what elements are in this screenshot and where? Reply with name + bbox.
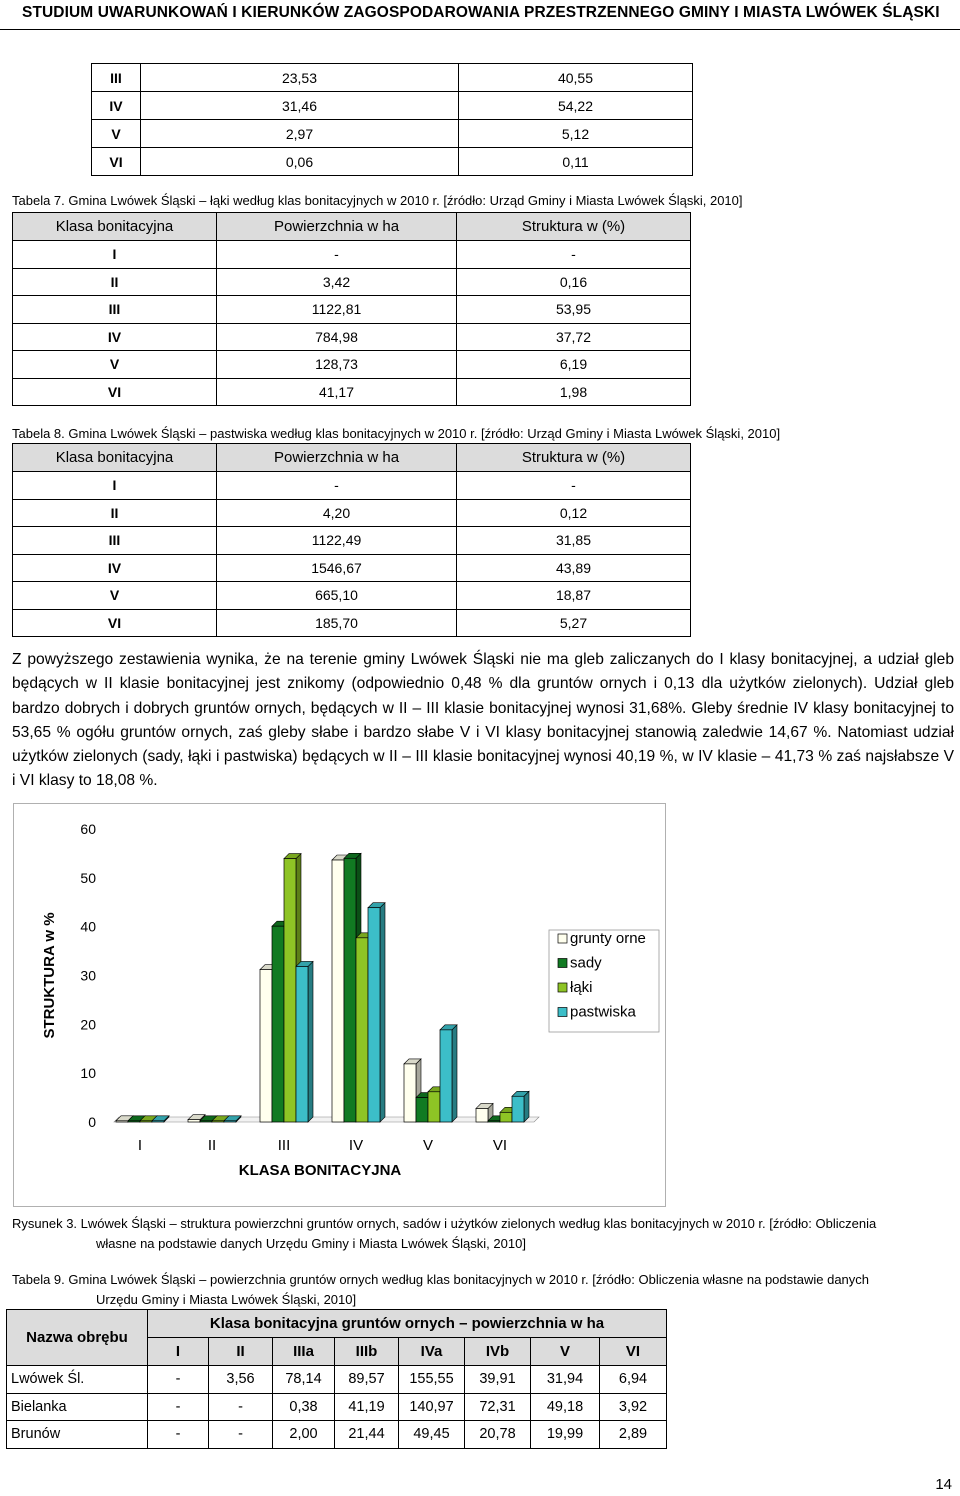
table-cell: 0,16: [457, 268, 691, 296]
bar-sady-I: [128, 1121, 140, 1122]
table-cell: 665,10: [217, 582, 457, 610]
table-cell: 21,44: [335, 1421, 399, 1449]
y-tick-label: 0: [88, 1114, 96, 1130]
bar-grunty-orne-III: [260, 970, 272, 1122]
table-cell: 6,19: [457, 351, 691, 379]
table-row: [92, 120, 693, 148]
legend-label: łąki: [570, 979, 593, 996]
table-cell: -: [457, 472, 691, 500]
table-row: [13, 582, 691, 610]
bar-grunty-orne-V: [404, 1064, 416, 1122]
y-tick-label: 10: [80, 1065, 96, 1082]
table-cell: 49,45: [399, 1421, 465, 1449]
table-cell: 41,17: [217, 378, 457, 406]
table9-caption-line2: Urzędu Gminy i Miasta Lwówek Śląski, 2010]: [96, 1292, 357, 1307]
table9-caption-line1: Tabela 9. Gmina Lwówek Śląski – powierzchnia gruntów ornych według klas bonitacyjnych w 2010 r. [źródło: Obliczenia własne na podstawie danych: [12, 1272, 870, 1287]
table-cell: 140,97: [399, 1393, 465, 1421]
table-cell: 31,94: [531, 1366, 600, 1394]
table-cell: 39,91: [465, 1366, 531, 1394]
bar-grunty-orne-VI: [476, 1108, 488, 1122]
bar-łąki-II: [212, 1121, 224, 1122]
table-cell: 49,18: [531, 1393, 600, 1421]
table9-caption: [12, 1270, 954, 1310]
bar-grunty-orne-II: [188, 1120, 200, 1122]
y-axis-label: STRUKTURA w %: [41, 912, 58, 1039]
table-cell: 0,12: [457, 499, 691, 527]
table-cell: V: [92, 120, 141, 148]
figure-caption: [12, 1214, 954, 1254]
y-tick-label: 50: [80, 869, 96, 886]
table-cell: 37,72: [457, 323, 691, 351]
bar-sady-IV: [344, 858, 356, 1122]
table-cell: IV: [13, 554, 217, 582]
column-header: Powierzchnia w ha: [217, 213, 457, 241]
bar-łąki-I: [140, 1121, 152, 1122]
table-row: [13, 527, 691, 555]
bar-pastwiska-V: [440, 1030, 452, 1122]
table-cell: V: [13, 351, 217, 379]
table-cell: 18,87: [457, 582, 691, 610]
table-cell: 6,94: [600, 1366, 667, 1394]
table-cell: Brunów: [7, 1421, 148, 1449]
table-row: [7, 1393, 667, 1421]
table-cell: I: [13, 472, 217, 500]
column-header: IVb: [465, 1338, 531, 1366]
x-tick-label: V: [422, 1137, 434, 1154]
page-number: 14: [935, 1476, 952, 1493]
table-row: [13, 499, 691, 527]
table-cell: 5,12: [459, 120, 693, 148]
column-header: I: [148, 1338, 209, 1366]
column-header: IIIb: [335, 1338, 399, 1366]
column-header: Struktura w (%): [457, 213, 691, 241]
table-cell: 3,56: [209, 1366, 273, 1394]
table-cell: 2,89: [600, 1421, 667, 1449]
table-cell: Bielanka: [7, 1393, 148, 1421]
column-header: IVa: [399, 1338, 465, 1366]
column-header: IIIa: [273, 1338, 335, 1366]
table-cell: 784,98: [217, 323, 457, 351]
bar-łąki-VI: [500, 1112, 512, 1122]
legend-swatch: [558, 934, 567, 943]
table-cell: -: [209, 1393, 273, 1421]
table9: [6, 1309, 667, 1449]
table-cell: 1546,67: [217, 554, 457, 582]
column-header: VI: [600, 1338, 667, 1366]
table-cell: 23,53: [141, 64, 459, 92]
table-cell: VI: [13, 609, 217, 637]
bar-pastwiska-I: [152, 1121, 164, 1122]
x-tick-label: IV: [348, 1137, 364, 1154]
table-cell: 78,14: [273, 1366, 335, 1394]
table-cell: -: [148, 1393, 209, 1421]
table-cell: -: [148, 1366, 209, 1394]
bar-pastwiska-III: [296, 966, 308, 1122]
table-cell: 41,19: [335, 1393, 399, 1421]
table-cell: 1122,49: [217, 527, 457, 555]
table-cell: 1,98: [457, 378, 691, 406]
y-tick-label: 40: [80, 918, 96, 935]
table-cell: 185,70: [217, 609, 457, 637]
x-tick-label: VI: [492, 1137, 508, 1154]
table-row: [13, 351, 691, 379]
table8: [12, 443, 691, 637]
bar-side: [452, 1025, 457, 1122]
header-title: STUDIUM UWARUNKOWAŃ I KIERUNKÓW ZAGOSPODAROWANIA PRZESTRZENNEGO GMINY I MIASTA LWÓWEK ŚLĄSKI: [22, 4, 940, 21]
column-header: Klasa bonitacyjna: [13, 213, 217, 241]
legend-label: sady: [570, 954, 602, 972]
table-cell: IV: [92, 92, 141, 120]
table-cell: 53,95: [457, 296, 691, 324]
table7: [12, 212, 691, 406]
table-cell: II: [13, 499, 217, 527]
table-cell: 54,22: [459, 92, 693, 120]
bar-side: [308, 961, 313, 1122]
y-tick-label: 30: [80, 967, 96, 984]
table-row: [7, 1421, 667, 1449]
table-cell: 40,55: [459, 64, 693, 92]
table-row: [13, 268, 691, 296]
bar-sady-V: [416, 1098, 428, 1122]
page-header: [0, 0, 960, 28]
legend-label: grunty orne: [570, 930, 646, 947]
y-tick-label: 20: [80, 1016, 96, 1033]
legend-swatch: [558, 1008, 567, 1017]
legend-swatch: [558, 983, 567, 992]
table-cell: -: [457, 241, 691, 269]
bar-pastwiska-II: [224, 1121, 236, 1122]
table-cell: III: [13, 527, 217, 555]
table-cell: 5,27: [457, 609, 691, 637]
bar-pastwiska-VI: [512, 1096, 524, 1122]
bar-grunty-orne-IV: [332, 860, 344, 1122]
bar-sady-II: [200, 1121, 212, 1122]
table-top: [91, 63, 693, 176]
table-cell: -: [217, 241, 457, 269]
table-cell: 1122,81: [217, 296, 457, 324]
header-rule: [0, 29, 960, 30]
table-cell: III: [13, 296, 217, 324]
column-header: V: [531, 1338, 600, 1366]
bar-łąki-V: [428, 1092, 440, 1122]
table-cell: VI: [13, 378, 217, 406]
bar-side: [380, 903, 385, 1122]
table-cell: -: [217, 472, 457, 500]
summary-text: Z powyższego zestawienia wynika, że na terenie gminy Lwówek Śląski nie ma gleb zaliczanych do I klasy bonitacyjnej, a udział gleb będących w II klasie bonitacyjnej jest znikomy (odpowiednio 0,48 % dla gruntów ornych i 0,13 dla użytków zielonych). Udział gleb bardzo dobrych i dobrych gruntów ornych, będących w II – III klasie bonitacyjnej wynosi 31,68%. Gleby średnie IV klasy bonitacyjnej to 53,65 % ogółu gruntów ornych, zaś gleby słabe i bardzo słabe V i VI klasy bonitacyjnej stanowią zaledwie 14,67 %. Natomiast udział użytków zielonych (sady, łąki i pastwiska) będących w II – III klasie bonitacyjnej wynosi 40,19 %, w IV klasie – 41,73 % zaś najsłabsze V i VI klasy to 18,08 %.: [12, 651, 954, 790]
x-axis-label: KLASA BONITACYJNA: [238, 1162, 402, 1179]
table7-caption: Tabela 7. Gmina Lwówek Śląski – łąki według klas bonitacyjnych w 2010 r. [źródło: Urząd Gminy i Miasta Lwówek Śląski, 2010]: [12, 193, 743, 208]
x-tick-label: II: [207, 1137, 217, 1154]
bar-chart: [14, 804, 665, 1206]
figure-caption-line2: własne na podstawie danych Urzędu Gminy i Miasta Lwówek Śląski, 2010]: [96, 1236, 526, 1251]
table9-header-obreb: Nazwa obrębu: [7, 1310, 148, 1366]
table-cell: 0,11: [459, 148, 693, 176]
table-cell: 19,99: [531, 1421, 600, 1449]
bar-sady-III: [272, 926, 284, 1122]
table-cell: 3,42: [217, 268, 457, 296]
table-cell: 155,55: [399, 1366, 465, 1394]
column-header: Struktura w (%): [457, 444, 691, 472]
table-cell: 31,46: [141, 92, 459, 120]
legend-label: pastwiska: [570, 1003, 636, 1021]
bar-łąki-IV: [356, 938, 368, 1122]
table-cell: -: [209, 1421, 273, 1449]
table-cell: Lwówek Śl.: [7, 1366, 148, 1394]
x-tick-label: I: [137, 1137, 143, 1154]
table-cell: 0,38: [273, 1393, 335, 1421]
table-row: [13, 323, 691, 351]
legend-swatch: [558, 959, 567, 968]
figure-caption-line1: Rysunek 3. Lwówek Śląski – struktura powierzchni gruntów ornych, sadów i użytków zielonych według klas bonitacyjnych w 2010 r. [źródło: Obliczenia: [12, 1216, 877, 1231]
bar-pastwiska-IV: [368, 908, 380, 1122]
column-header: II: [209, 1338, 273, 1366]
table-row: [7, 1366, 667, 1394]
table-cell: IV: [13, 323, 217, 351]
table-cell: 3,92: [600, 1393, 667, 1421]
column-header: Powierzchnia w ha: [217, 444, 457, 472]
table-cell: VI: [92, 148, 141, 176]
table-cell: 2,97: [141, 120, 459, 148]
table-row: [13, 378, 691, 406]
chart-floor: [114, 1117, 539, 1122]
bar-łąki-III: [284, 859, 296, 1122]
table8-caption: Tabela 8. Gmina Lwówek Śląski – pastwiska według klas bonitacyjnych w 2010 r. [źródło: Urząd Gminy i Miasta Lwówek Śląski, 2010]: [12, 426, 781, 441]
table-cell: 128,73: [217, 351, 457, 379]
table-row: [13, 472, 691, 500]
table-row: [13, 296, 691, 324]
summary-paragraph: [12, 648, 954, 794]
table-row: [92, 64, 693, 92]
table-row: [13, 241, 691, 269]
chart-frame: [13, 803, 666, 1207]
table-cell: II: [13, 268, 217, 296]
table9-header-group: Klasa bonitacyjna gruntów ornych – powierzchnia w ha: [148, 1310, 667, 1338]
table-row: [13, 554, 691, 582]
table-row: [92, 92, 693, 120]
table-cell: 4,20: [217, 499, 457, 527]
bar-grunty-orne-I: [116, 1121, 128, 1122]
table-cell: -: [148, 1421, 209, 1449]
table-cell: 72,31: [465, 1393, 531, 1421]
table-cell: 89,57: [335, 1366, 399, 1394]
table-row: [92, 148, 693, 176]
table-cell: 20,78: [465, 1421, 531, 1449]
table-row: [13, 609, 691, 637]
table-cell: 43,89: [457, 554, 691, 582]
column-header: Klasa bonitacyjna: [13, 444, 217, 472]
table-cell: 0,06: [141, 148, 459, 176]
x-tick-label: III: [277, 1137, 291, 1154]
table-cell: I: [13, 241, 217, 269]
table-cell: V: [13, 582, 217, 610]
bar-sady-VI: [488, 1121, 500, 1122]
table-cell: 31,85: [457, 527, 691, 555]
table-cell: III: [92, 64, 141, 92]
table-cell: 2,00: [273, 1421, 335, 1449]
y-tick-label: 60: [80, 821, 96, 837]
